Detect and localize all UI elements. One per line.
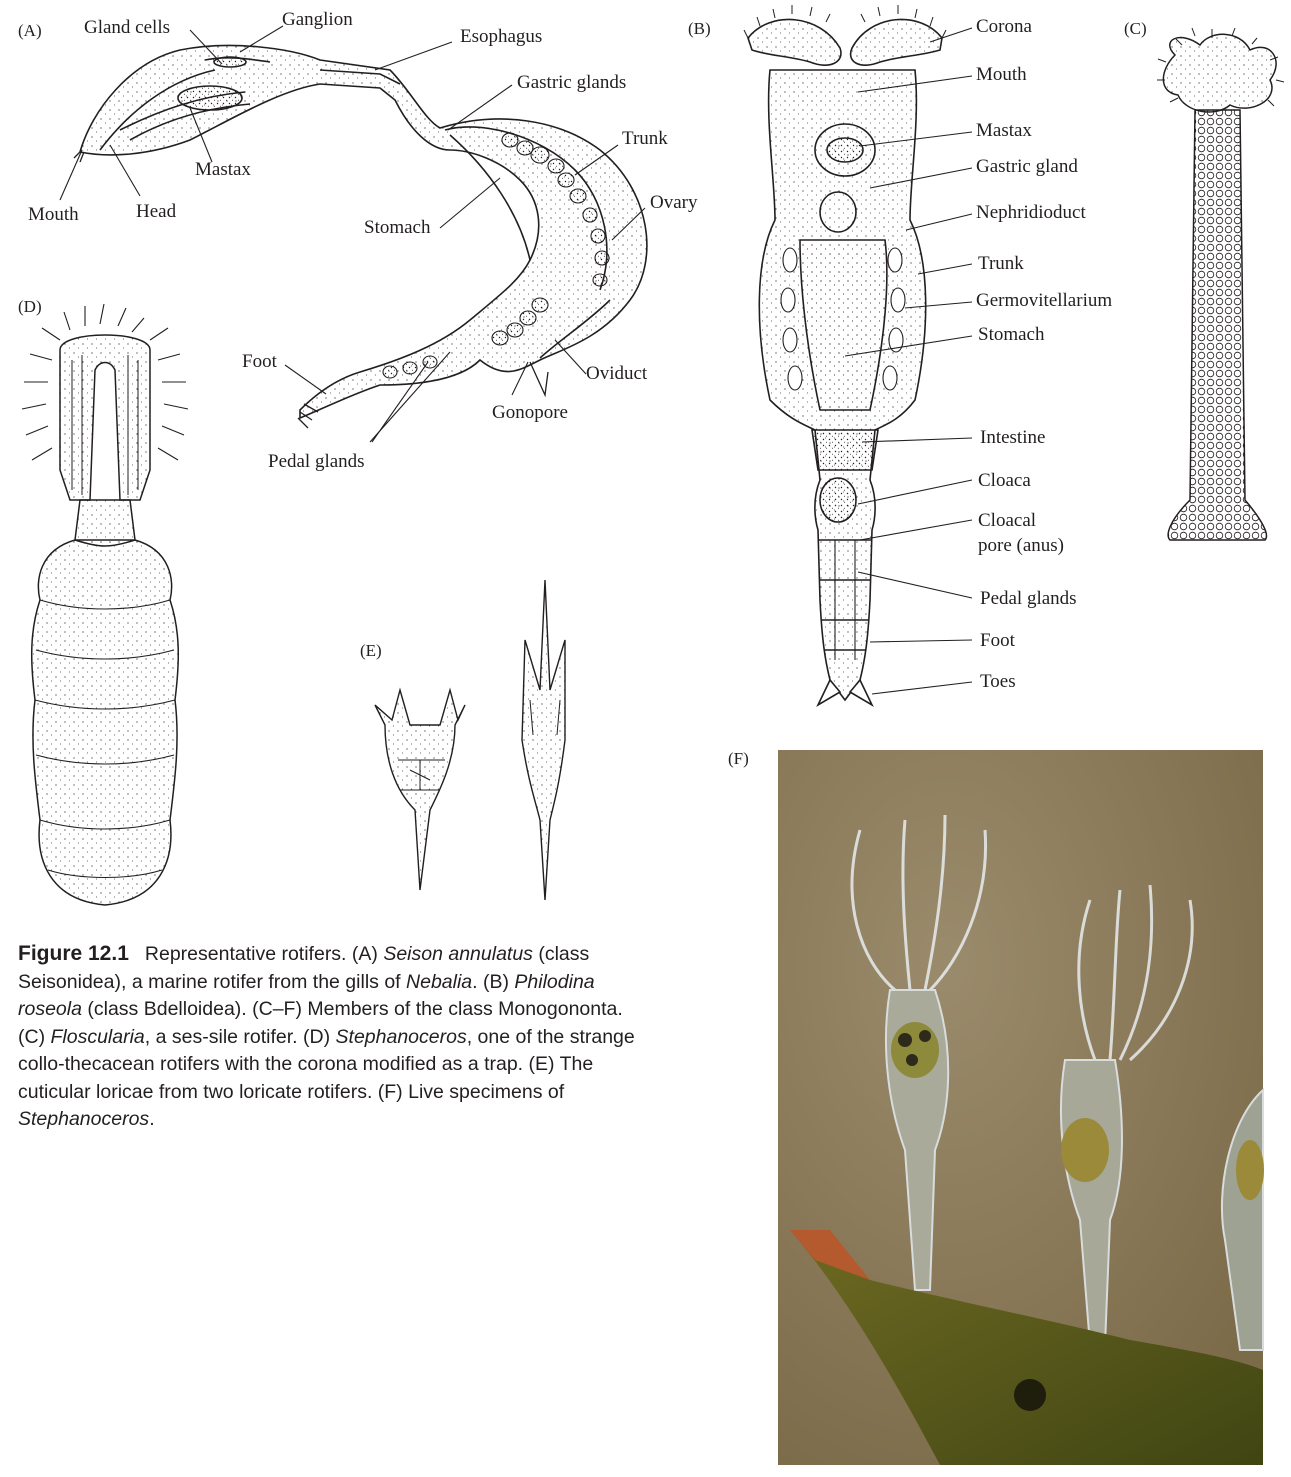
- panel-d-stephanoceros-drawing: [22, 304, 188, 905]
- label-stomach-a: Stomach: [364, 217, 431, 238]
- label-gonopore: Gonopore: [492, 402, 568, 423]
- label-trunk-a: Trunk: [622, 128, 668, 149]
- panel-f-tag: (F): [728, 749, 749, 768]
- caption-genus-stephanoceros-2: Stephanoceros: [18, 1108, 150, 1130]
- label-esophagus: Esophagus: [460, 26, 543, 47]
- label-gland-cells: Gland cells: [84, 17, 171, 38]
- figure-number: Figure 12.1: [18, 942, 129, 965]
- caption-text-7: .: [149, 1108, 155, 1130]
- label-cloacal-pore-line2: pore (anus): [978, 535, 1064, 556]
- label-cloaca: Cloaca: [978, 470, 1031, 491]
- label-cloacal-pore-line1: Cloacal: [978, 510, 1037, 531]
- label-foot-b: Foot: [980, 630, 1015, 651]
- caption-text-4: (class Bdelloidea). (C–F) Members of the class Monogononta. (C): [18, 998, 623, 1048]
- label-toes: Toes: [980, 671, 1016, 692]
- label-mouth-b: Mouth: [976, 64, 1027, 85]
- caption-genus-floscularia: Floscularia: [50, 1025, 145, 1048]
- caption-text-1: Representative rotifers. (A): [144, 943, 384, 965]
- panel-c-floscularia-drawing: [1157, 28, 1284, 540]
- panel-b-philodina-drawing: [744, 5, 946, 705]
- label-head: Head: [136, 201, 177, 222]
- label-pedal-glands-a: Pedal glands: [268, 451, 365, 472]
- label-gastric-glands: Gastric glands: [517, 72, 627, 93]
- label-gastric-gland: Gastric gland: [976, 156, 1078, 177]
- label-germovitellarium: Germovitellarium: [976, 290, 1113, 311]
- label-mouth-a: Mouth: [28, 204, 79, 225]
- caption-text-2: (class Seisonidea), a marine rotifer from the gills of: [18, 943, 590, 993]
- label-corona: Corona: [976, 16, 1032, 37]
- label-intestine: Intestine: [980, 427, 1046, 448]
- label-trunk-b: Trunk: [978, 253, 1024, 274]
- label-stomach-b: Stomach: [978, 324, 1045, 345]
- label-foot-a: Foot: [242, 351, 277, 372]
- label-mastax-b: Mastax: [976, 120, 1032, 141]
- caption-text-5: , a ses-sile rotifer. (D): [144, 1025, 336, 1048]
- label-ovary: Ovary: [650, 192, 698, 213]
- label-pedal-glands-b: Pedal glands: [980, 588, 1077, 609]
- caption-genus-nebalia: Nebalia: [406, 970, 473, 993]
- label-oviduct: Oviduct: [586, 363, 648, 384]
- panel-a-seison-drawing: [74, 45, 647, 428]
- caption-text-3: . (B): [472, 970, 515, 993]
- panel-e-loricae-drawing: [375, 580, 565, 900]
- caption-species-seison: Seison annulatus: [383, 943, 533, 965]
- panel-a-tag: (A): [18, 21, 42, 40]
- label-mastax-a: Mastax: [195, 159, 251, 180]
- caption-species-philodina: Philodina roseola: [18, 970, 595, 1020]
- caption-text-6: , one of the strange collo-thecacean rotifers with the corona modified as a trap. (E) The cuticular loricae from two loricate rotifers. (F) Live specimens of: [18, 1025, 635, 1103]
- panel-b-tag: (B): [688, 19, 711, 38]
- figure-caption: [18, 940, 638, 1134]
- panel-c-tag: (C): [1124, 19, 1147, 38]
- panel-f-photo: [778, 750, 1264, 1465]
- panel-d-tag: (D): [18, 297, 42, 316]
- label-ganglion: Ganglion: [282, 9, 353, 30]
- panel-e-tag: (E): [360, 641, 382, 660]
- caption-genus-stephanoceros-1: Stephanoceros: [335, 1025, 467, 1048]
- label-nephridioduct: Nephridioduct: [976, 202, 1086, 223]
